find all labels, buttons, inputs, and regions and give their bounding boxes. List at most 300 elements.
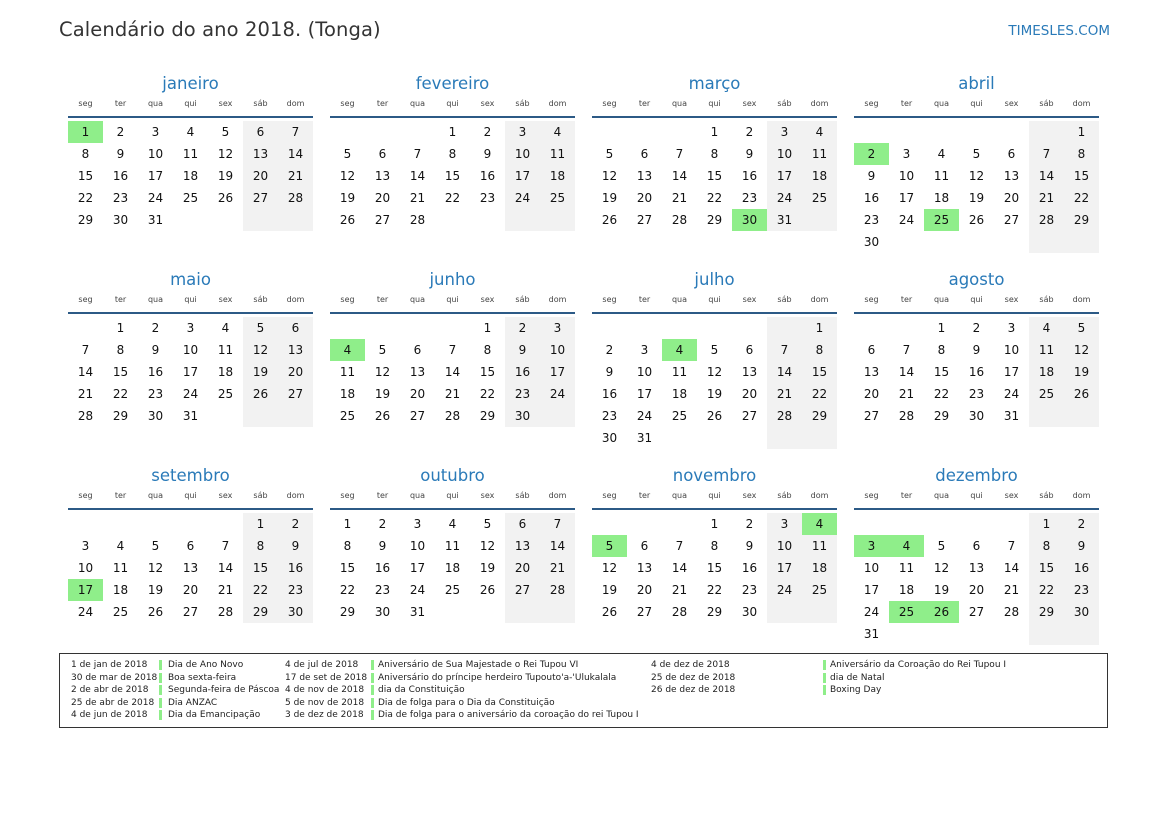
empty-day-cell bbox=[540, 601, 575, 623]
day-cell: 18 bbox=[540, 165, 575, 187]
day-cell: 29 bbox=[706, 213, 723, 227]
day-cell: 16 bbox=[147, 365, 164, 379]
day-cell: 9 bbox=[116, 147, 125, 161]
day-cell: 24 bbox=[636, 409, 653, 423]
legend-date: 17 de set de 2018 bbox=[285, 672, 368, 683]
empty-day-cell bbox=[365, 317, 400, 339]
day-cell: 22 bbox=[339, 583, 356, 597]
empty-day-cell bbox=[627, 317, 662, 339]
weekday-label: qua bbox=[409, 99, 426, 108]
weekday-label: sáb bbox=[515, 491, 530, 500]
empty-day-cell bbox=[208, 405, 243, 427]
day-cell: 5 bbox=[710, 343, 719, 357]
day-cell: 24 bbox=[1003, 387, 1020, 401]
empty-day-cell bbox=[767, 427, 802, 449]
weekday-header bbox=[592, 294, 837, 310]
weekday-label: ter bbox=[376, 99, 389, 108]
day-cell: 6 bbox=[413, 343, 422, 357]
day-cell: 30 bbox=[374, 605, 391, 619]
day-cell: 11 bbox=[444, 539, 461, 553]
empty-day-cell bbox=[994, 513, 1029, 535]
empty-day-cell bbox=[592, 513, 627, 535]
month-julho bbox=[592, 268, 837, 449]
day-cell: 15 bbox=[479, 365, 496, 379]
day-grid bbox=[854, 121, 1099, 253]
day-cell: 23 bbox=[741, 191, 758, 205]
day-cell: 11 bbox=[540, 143, 575, 165]
weekday-label: dom bbox=[286, 295, 305, 304]
empty-day-cell bbox=[767, 601, 802, 623]
day-cell: 27 bbox=[409, 409, 426, 423]
legend-holiday-name: Dia ANZAC bbox=[168, 697, 218, 708]
day-cell: 28 bbox=[898, 409, 915, 423]
empty-day-cell bbox=[470, 601, 505, 623]
month-novembro bbox=[592, 464, 837, 623]
empty-day-cell bbox=[1029, 231, 1064, 253]
legend-holiday-marker bbox=[823, 685, 826, 695]
day-cell: 30 bbox=[1064, 601, 1099, 623]
legend-holiday-name: Dia de folga para o aniversário da coroação do rei Tupou I bbox=[378, 710, 639, 720]
day-cell: 2 bbox=[378, 517, 387, 531]
weekday-label: qua bbox=[409, 491, 426, 500]
empty-day-cell bbox=[208, 209, 243, 231]
day-cell: 1 bbox=[116, 321, 125, 335]
day-cell: 15 bbox=[706, 561, 723, 575]
day-cell: 21 bbox=[444, 387, 461, 401]
day-cell: 3 bbox=[640, 343, 649, 357]
day-cell: 1 bbox=[937, 321, 946, 335]
day-cell: 3 bbox=[151, 125, 160, 139]
day-cell: 7 bbox=[413, 147, 422, 161]
day-cell: 27 bbox=[182, 605, 199, 619]
day-cell: 24 bbox=[898, 213, 915, 227]
day-cell: 31 bbox=[147, 213, 164, 227]
weekday-label: qui bbox=[970, 491, 983, 500]
day-cell: 22 bbox=[243, 579, 278, 601]
day-cell: 9 bbox=[972, 343, 981, 357]
day-cell: 21 bbox=[671, 191, 688, 205]
empty-day-cell bbox=[435, 209, 470, 231]
holiday-day-cell: 2 bbox=[854, 143, 889, 165]
day-cell: 21 bbox=[409, 191, 426, 205]
day-cell: 13 bbox=[243, 143, 278, 165]
day-cell: 13 bbox=[863, 365, 880, 379]
weekday-header bbox=[330, 294, 575, 310]
weekday-label: dom bbox=[548, 99, 567, 108]
weekday-label: ter bbox=[638, 295, 651, 304]
header-rule bbox=[854, 312, 1099, 314]
weekday-label: ter bbox=[114, 99, 127, 108]
day-cell: 12 bbox=[339, 169, 356, 183]
empty-day-cell bbox=[959, 121, 994, 143]
month-title: outubro bbox=[420, 466, 485, 485]
day-cell: 5 bbox=[221, 125, 230, 139]
day-cell: 21 bbox=[671, 583, 688, 597]
day-cell: 23 bbox=[112, 191, 129, 205]
day-cell: 7 bbox=[448, 343, 457, 357]
day-cell: 19 bbox=[243, 361, 278, 383]
day-cell: 16 bbox=[968, 365, 985, 379]
day-cell: 5 bbox=[483, 517, 492, 531]
month-title: agosto bbox=[948, 270, 1005, 289]
day-cell: 18 bbox=[1029, 361, 1064, 383]
month-fevereiro bbox=[330, 72, 575, 231]
month-title: julho bbox=[694, 270, 735, 289]
day-cell: 12 bbox=[217, 147, 234, 161]
day-cell: 23 bbox=[741, 583, 758, 597]
day-cell: 26 bbox=[601, 605, 618, 619]
day-cell: 11 bbox=[1029, 339, 1064, 361]
holiday-day-cell: 5 bbox=[592, 535, 627, 557]
month-setembro bbox=[68, 464, 313, 623]
weekday-label: sex bbox=[218, 295, 233, 304]
day-cell: 28 bbox=[671, 605, 688, 619]
month-title: abril bbox=[958, 74, 995, 93]
day-cell: 24 bbox=[182, 387, 199, 401]
weekday-label: ter bbox=[114, 491, 127, 500]
day-cell: 1 bbox=[802, 317, 837, 339]
day-cell: 6 bbox=[867, 343, 876, 357]
day-cell: 29 bbox=[1064, 209, 1099, 231]
holiday-day-cell: 25 bbox=[889, 601, 924, 623]
day-cell: 7 bbox=[278, 121, 313, 143]
day-cell: 28 bbox=[767, 405, 802, 427]
weekday-label: dom bbox=[810, 491, 829, 500]
day-cell: 29 bbox=[112, 409, 129, 423]
day-cell: 18 bbox=[182, 169, 199, 183]
day-cell: 14 bbox=[1003, 561, 1020, 575]
day-cell: 5 bbox=[243, 317, 278, 339]
day-grid bbox=[330, 513, 575, 623]
day-cell: 19 bbox=[601, 191, 618, 205]
day-cell: 10 bbox=[636, 365, 653, 379]
month-title: junho bbox=[429, 270, 476, 289]
empty-day-cell bbox=[1029, 405, 1064, 427]
day-cell: 10 bbox=[147, 147, 164, 161]
day-cell: 25 bbox=[802, 187, 837, 209]
day-cell: 26 bbox=[243, 383, 278, 405]
day-cell: 11 bbox=[671, 365, 688, 379]
day-cell: 19 bbox=[339, 191, 356, 205]
legend-date: 4 de nov de 2018 bbox=[285, 685, 365, 695]
day-cell: 12 bbox=[1064, 339, 1099, 361]
day-cell: 10 bbox=[540, 339, 575, 361]
day-cell: 1 bbox=[710, 125, 719, 139]
day-cell: 8 bbox=[937, 343, 946, 357]
day-cell: 20 bbox=[243, 165, 278, 187]
empty-day-cell bbox=[435, 317, 470, 339]
legend-holiday-marker bbox=[159, 660, 162, 670]
day-cell: 16 bbox=[505, 361, 540, 383]
empty-day-cell bbox=[400, 317, 435, 339]
day-cell: 29 bbox=[77, 213, 94, 227]
day-cell: 1 bbox=[243, 513, 278, 535]
day-cell: 19 bbox=[147, 583, 164, 597]
day-grid bbox=[330, 317, 575, 427]
day-cell: 25 bbox=[182, 191, 199, 205]
empty-day-cell bbox=[592, 121, 627, 143]
day-cell: 20 bbox=[505, 557, 540, 579]
empty-day-cell bbox=[365, 121, 400, 143]
day-grid bbox=[592, 513, 837, 623]
day-cell: 27 bbox=[1003, 213, 1020, 227]
legend-holiday-name: dia da Constituição bbox=[378, 685, 465, 695]
legend-holiday-name: Dia de folga para o Dia da Constituição bbox=[378, 697, 555, 708]
day-cell: 16 bbox=[741, 561, 758, 575]
legend-date: 5 de nov de 2018 bbox=[285, 697, 365, 708]
empty-day-cell bbox=[924, 121, 959, 143]
day-cell: 25 bbox=[112, 605, 129, 619]
day-cell: 17 bbox=[147, 169, 164, 183]
weekday-label: seg bbox=[864, 491, 879, 500]
day-cell: 9 bbox=[867, 169, 876, 183]
empty-day-cell bbox=[103, 513, 138, 535]
day-cell: 23 bbox=[968, 387, 985, 401]
day-cell: 3 bbox=[902, 147, 911, 161]
day-cell: 14 bbox=[671, 561, 688, 575]
day-cell: 30 bbox=[741, 605, 758, 619]
day-cell: 3 bbox=[767, 513, 802, 535]
day-cell: 28 bbox=[1003, 605, 1020, 619]
day-cell: 2 bbox=[745, 517, 754, 531]
legend-holiday-marker bbox=[823, 660, 826, 670]
day-cell: 16 bbox=[278, 557, 313, 579]
weekday-label: sáb bbox=[515, 295, 530, 304]
empty-day-cell bbox=[138, 513, 173, 535]
day-cell: 11 bbox=[217, 343, 234, 357]
day-cell: 8 bbox=[802, 339, 837, 361]
day-cell: 26 bbox=[147, 605, 164, 619]
day-cell: 12 bbox=[601, 169, 618, 183]
empty-day-cell bbox=[540, 405, 575, 427]
day-cell: 26 bbox=[374, 409, 391, 423]
weekday-label: sáb bbox=[1039, 491, 1054, 500]
legend-holiday-name: Boa sexta-feira bbox=[168, 672, 237, 683]
day-cell: 10 bbox=[182, 343, 199, 357]
day-cell: 8 bbox=[710, 147, 719, 161]
day-cell: 26 bbox=[339, 213, 356, 227]
empty-day-cell bbox=[505, 209, 540, 231]
day-cell: 28 bbox=[540, 579, 575, 601]
day-cell: 23 bbox=[479, 191, 496, 205]
empty-day-cell bbox=[1064, 623, 1099, 645]
day-cell: 6 bbox=[1007, 147, 1016, 161]
day-cell: 10 bbox=[898, 169, 915, 183]
weekday-label: dom bbox=[1072, 491, 1091, 500]
day-grid bbox=[68, 513, 313, 623]
weekday-label: sáb bbox=[777, 99, 792, 108]
weekday-label: dom bbox=[810, 295, 829, 304]
holiday-day-cell: 26 bbox=[924, 601, 959, 623]
day-cell: 6 bbox=[640, 539, 649, 553]
holiday-day-cell: 4 bbox=[662, 339, 697, 361]
day-cell: 10 bbox=[505, 143, 540, 165]
weekday-label: qui bbox=[708, 99, 721, 108]
weekday-label: qua bbox=[147, 295, 164, 304]
day-cell: 28 bbox=[1029, 209, 1064, 231]
day-cell: 2 bbox=[151, 321, 160, 335]
day-cell: 31 bbox=[182, 409, 199, 423]
day-cell: 6 bbox=[505, 513, 540, 535]
day-cell: 18 bbox=[933, 191, 950, 205]
header-rule bbox=[68, 508, 313, 510]
weekday-label: sáb bbox=[1039, 99, 1054, 108]
day-cell: 13 bbox=[1003, 169, 1020, 183]
day-cell: 9 bbox=[1064, 535, 1099, 557]
month-title: maio bbox=[170, 270, 211, 289]
day-cell: 9 bbox=[378, 539, 387, 553]
weekday-header bbox=[854, 490, 1099, 506]
day-cell: 21 bbox=[1003, 583, 1020, 597]
day-cell: 30 bbox=[112, 213, 129, 227]
day-cell: 14 bbox=[77, 365, 94, 379]
empty-day-cell bbox=[243, 209, 278, 231]
day-cell: 22 bbox=[802, 383, 837, 405]
weekday-label: dom bbox=[548, 491, 567, 500]
day-cell: 18 bbox=[112, 583, 129, 597]
legend-date: 4 de dez de 2018 bbox=[651, 660, 730, 670]
weekday-label: ter bbox=[376, 295, 389, 304]
day-cell: 21 bbox=[1029, 187, 1064, 209]
header-rule bbox=[592, 312, 837, 314]
month-dezembro bbox=[854, 464, 1099, 645]
weekday-label: seg bbox=[602, 295, 617, 304]
day-cell: 18 bbox=[444, 561, 461, 575]
weekday-label: seg bbox=[340, 491, 355, 500]
day-cell: 25 bbox=[444, 583, 461, 597]
day-cell: 25 bbox=[540, 187, 575, 209]
day-cell: 10 bbox=[767, 143, 802, 165]
empty-day-cell bbox=[889, 121, 924, 143]
weekday-label: qua bbox=[147, 99, 164, 108]
day-cell: 26 bbox=[706, 409, 723, 423]
day-cell: 18 bbox=[339, 387, 356, 401]
legend-holiday-marker bbox=[371, 685, 374, 695]
day-cell: 12 bbox=[147, 561, 164, 575]
day-cell: 15 bbox=[706, 169, 723, 183]
day-cell: 1 bbox=[1064, 121, 1099, 143]
day-cell: 4 bbox=[448, 517, 457, 531]
legend-holiday-name: dia de Natal bbox=[830, 672, 885, 683]
day-cell: 31 bbox=[863, 627, 880, 641]
day-cell: 30 bbox=[147, 409, 164, 423]
day-cell: 8 bbox=[243, 535, 278, 557]
day-cell: 12 bbox=[968, 169, 985, 183]
day-cell: 20 bbox=[741, 387, 758, 401]
day-cell: 7 bbox=[1029, 143, 1064, 165]
month-outubro bbox=[330, 464, 575, 623]
day-cell: 21 bbox=[217, 583, 234, 597]
day-cell: 6 bbox=[640, 147, 649, 161]
day-cell: 24 bbox=[409, 583, 426, 597]
weekday-label: dom bbox=[1072, 99, 1091, 108]
site-link[interactable]: TIMESLES.COM bbox=[1008, 23, 1110, 39]
day-grid bbox=[592, 317, 837, 449]
day-cell: 17 bbox=[767, 557, 802, 579]
weekday-label: qui bbox=[708, 491, 721, 500]
day-cell: 14 bbox=[409, 169, 426, 183]
day-cell: 2 bbox=[116, 125, 125, 139]
day-cell: 3 bbox=[767, 121, 802, 143]
weekday-label: ter bbox=[376, 491, 389, 500]
weekday-label: qua bbox=[671, 99, 688, 108]
day-cell: 23 bbox=[1064, 579, 1099, 601]
day-cell: 5 bbox=[937, 539, 946, 553]
day-cell: 3 bbox=[540, 317, 575, 339]
legend-holiday-name: Aniversário de Sua Majestade o Rei Tupou VI bbox=[378, 660, 579, 670]
weekday-label: qua bbox=[933, 491, 950, 500]
day-cell: 12 bbox=[243, 339, 278, 361]
weekday-label: qua bbox=[933, 295, 950, 304]
empty-day-cell bbox=[1064, 231, 1099, 253]
day-cell: 24 bbox=[767, 579, 802, 601]
legend-holiday-marker bbox=[159, 698, 162, 708]
day-cell: 17 bbox=[540, 361, 575, 383]
day-cell: 30 bbox=[505, 405, 540, 427]
day-cell: 20 bbox=[636, 583, 653, 597]
day-cell: 22 bbox=[706, 191, 723, 205]
day-cell: 1 bbox=[483, 321, 492, 335]
day-cell: 30 bbox=[863, 235, 880, 249]
empty-day-cell bbox=[802, 427, 837, 449]
day-cell: 25 bbox=[1029, 383, 1064, 405]
month-março bbox=[592, 72, 837, 231]
empty-day-cell bbox=[924, 623, 959, 645]
day-grid bbox=[854, 513, 1099, 645]
empty-day-cell bbox=[68, 317, 103, 339]
day-cell: 28 bbox=[217, 605, 234, 619]
day-cell: 13 bbox=[636, 561, 653, 575]
empty-day-cell bbox=[662, 317, 697, 339]
empty-day-cell bbox=[732, 427, 767, 449]
month-title: setembro bbox=[151, 466, 230, 485]
day-cell: 1 bbox=[448, 125, 457, 139]
day-cell: 22 bbox=[444, 191, 461, 205]
day-cell: 15 bbox=[77, 169, 94, 183]
weekday-header bbox=[330, 490, 575, 506]
day-cell: 15 bbox=[802, 361, 837, 383]
day-cell: 16 bbox=[601, 387, 618, 401]
day-cell: 13 bbox=[505, 535, 540, 557]
day-cell: 21 bbox=[77, 387, 94, 401]
weekday-label: qua bbox=[147, 491, 164, 500]
day-cell: 27 bbox=[278, 383, 313, 405]
legend-holiday-name: Aniversário do príncipe herdeiro Tupouto'a-'Ulukalala bbox=[378, 672, 617, 683]
legend-date: 26 de dez de 2018 bbox=[651, 685, 736, 695]
empty-day-cell bbox=[994, 231, 1029, 253]
day-cell: 9 bbox=[605, 365, 614, 379]
day-cell: 29 bbox=[243, 601, 278, 623]
day-cell: 7 bbox=[767, 339, 802, 361]
empty-day-cell bbox=[330, 121, 365, 143]
weekday-header bbox=[68, 98, 313, 114]
day-cell: 16 bbox=[1064, 557, 1099, 579]
day-cell: 21 bbox=[540, 557, 575, 579]
day-cell: 7 bbox=[675, 539, 684, 553]
empty-day-cell bbox=[924, 513, 959, 535]
day-cell: 17 bbox=[409, 561, 426, 575]
empty-day-cell bbox=[173, 209, 208, 231]
day-cell: 28 bbox=[409, 213, 426, 227]
header-rule bbox=[330, 312, 575, 314]
day-cell: 24 bbox=[863, 605, 880, 619]
empty-day-cell bbox=[854, 121, 889, 143]
day-cell: 4 bbox=[802, 121, 837, 143]
day-cell: 15 bbox=[1064, 165, 1099, 187]
weekday-label: sex bbox=[1004, 295, 1019, 304]
day-cell: 2 bbox=[972, 321, 981, 335]
day-cell: 22 bbox=[706, 583, 723, 597]
